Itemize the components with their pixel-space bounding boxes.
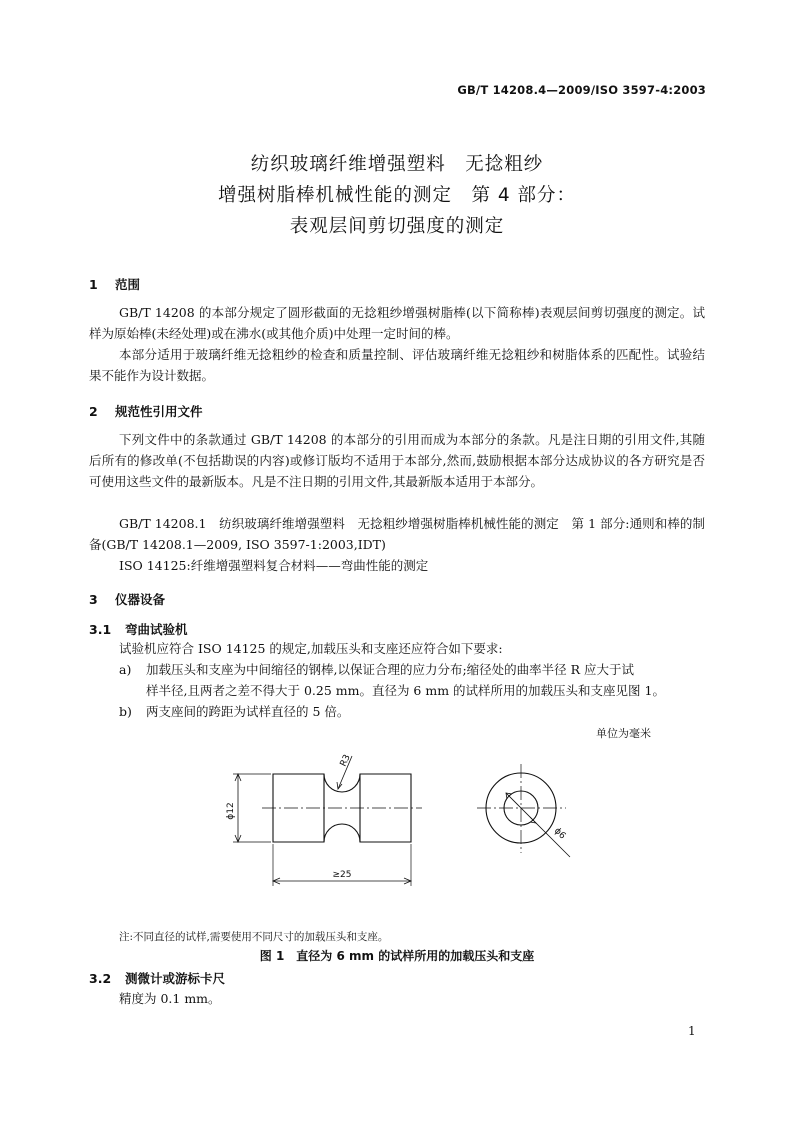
list-item-a-line-2: 样半径,且两者之差不得大于 0.25 mm。直径为 6 mm 的试样所用的加载压头和支座见图 1。	[146, 683, 665, 698]
section-3-heading	[89, 590, 165, 608]
section-1-paragraph-2: 本部分适用于玻璃纤维无捻粗纱的检查和质量控制、评估玻璃纤维无捻粗纱和树脂体系的匹配性。试验结果不能作为设计数据。	[89, 347, 705, 383]
label-length-25: ≥25	[332, 870, 352, 880]
subsection-3-2-heading	[89, 969, 225, 987]
page-number: 1	[688, 1024, 696, 1038]
reference-gb-t-14208-1: GB/T 14208.1 纺织玻璃纤维增强塑料 无捻粗纱增强树脂棒机械性能的测定 第 1 部分:通则和棒的制备(GB/T 14208.1—2009, ISO 3597-1:2003,IDT)	[89, 516, 705, 552]
title-line-3: 表观层间剪切强度的测定	[289, 216, 505, 237]
list-item-b-text: 两支座间的跨距为试样直径的 5 倍。	[146, 704, 350, 719]
subsection-3-2-text: 精度为 0.1 mm。	[119, 991, 221, 1006]
section-1-paragraph-1: GB/T 14208 的本部分规定了圆形截面的无捻粗纱增强树脂棒(以下简称棒)表观层间剪切强度的测定。试样为原始棒(未经处理)或在沸水(或其他介质)中处理一定时间的棒。	[89, 305, 705, 341]
list-item-a-line-1: 加载压头和支座为中间缩径的钢棒,以保证合理的应力分布;缩径处的曲率半径 R 应大于试	[146, 662, 635, 677]
label-diameter-6: ϕ6	[551, 826, 568, 842]
section-1-heading	[89, 275, 140, 293]
title-line-1: 纺织玻璃纤维增强塑料 无捻粗纱	[250, 154, 544, 175]
figure-1-drawing	[0, 740, 794, 910]
subsection-title: 测微计或游标卡尺	[125, 971, 226, 986]
section-number: 1	[89, 277, 98, 292]
reference-iso-14125: ISO 14125:纤维增强塑料复合材料——弯曲性能的测定	[119, 558, 429, 573]
section-title: 仪器设备	[115, 592, 166, 607]
section-2-heading	[89, 402, 203, 420]
label-diameter-12: ϕ12	[226, 802, 236, 820]
subsection-3-1-heading	[89, 620, 188, 638]
list-item-a-label: a)	[119, 662, 132, 677]
title-line-2: 增强树脂棒机械性能的测定 第 4 部分：	[217, 185, 577, 206]
subsection-3-1-intro: 试验机应符合 ISO 14125 的规定,加载压头和支座还应符合如下要求:	[119, 641, 503, 656]
list-item-b-label: b)	[119, 704, 132, 719]
section-number: 2	[89, 404, 98, 419]
figure-caption: 图 1 直径为 6 mm 的试样所用的加载压头和支座	[259, 949, 535, 963]
subsection-number: 3.1	[89, 622, 112, 637]
section-number: 3	[89, 592, 98, 607]
figure-unit-note: 单位为毫米	[596, 727, 651, 740]
section-title: 规范性引用文件	[115, 404, 203, 419]
subsection-number: 3.2	[89, 971, 112, 986]
figure-note: 注:不同直径的试样,需要使用不同尺寸的加载压头和支座。	[119, 931, 389, 943]
label-r3: R3	[338, 753, 353, 769]
section-title: 范围	[115, 277, 141, 292]
section-2-paragraph-1: 下列文件中的条款通过 GB/T 14208 的本部分的引用而成为本部分的条款。凡是注日期的引用文件,其随后所有的修改单(不包括勘误的内容)或修订版均不适用于本部分,然而,鼓励根据本部分达成协议的各方研究是否可使用这些文件的最新版本。凡是不注日期的引用文件,其最新版本适用于本部分。	[89, 432, 705, 489]
diameter-6-leader-line	[506, 793, 570, 857]
standard-number-header: GB/T 14208.4—2009/ISO 3597-4:2003	[457, 83, 706, 97]
subsection-title: 弯曲试验机	[125, 622, 188, 637]
